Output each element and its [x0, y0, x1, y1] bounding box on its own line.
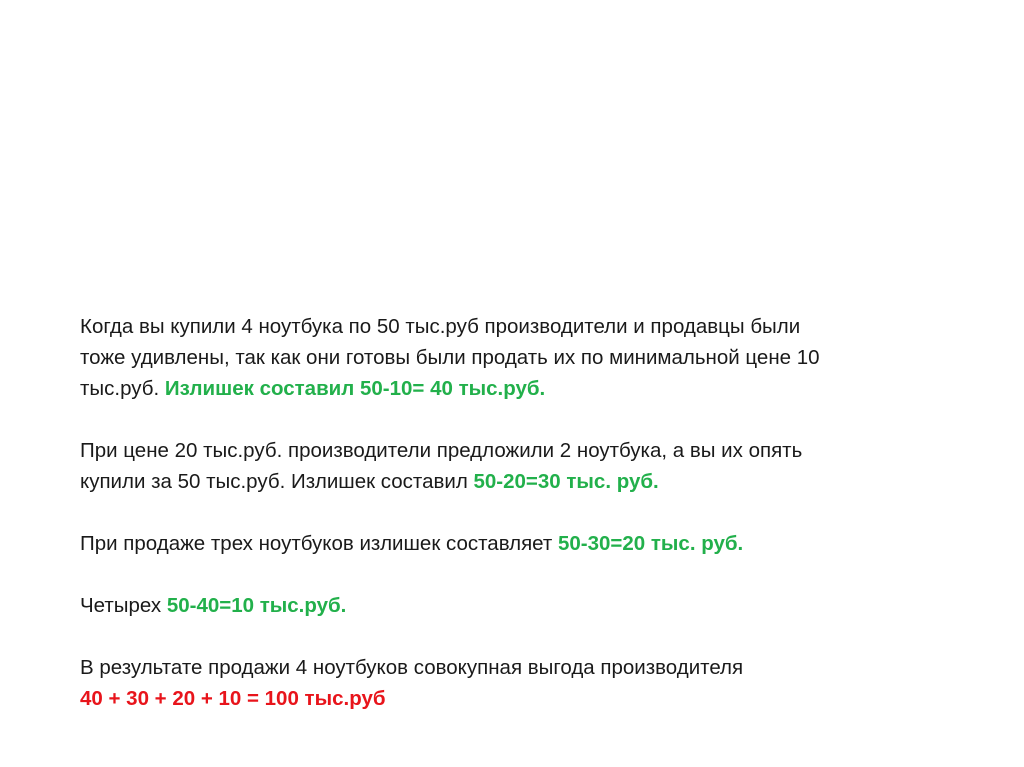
paragraph-total-benefit	[80, 652, 960, 714]
p5-line1: В результате продажи 4 ноутбуков совокупная выгода производителя	[80, 656, 744, 679]
p3-text: При продаже трех ноутбуков излишек составляет	[80, 532, 558, 555]
p4-text: Четырех	[80, 594, 167, 617]
slide-text-body	[80, 311, 960, 714]
p1-line1: Когда вы купили 4 ноутбука по 50 тыс.руб производители и продавцы были	[80, 315, 801, 338]
paragraph-four-laptops	[80, 311, 960, 404]
p1-line3-text: тыс.руб.	[80, 377, 165, 400]
paragraph-three-laptops	[80, 528, 960, 559]
p4-surplus-highlight: 50-40=10 тыс.руб.	[166, 594, 347, 617]
paragraph-four	[80, 590, 960, 621]
p2-surplus-highlight: 50-20=30 тыс. руб.	[473, 470, 659, 493]
spacer	[80, 621, 960, 652]
paragraph-price-20	[80, 435, 960, 497]
p2-line2-text: купили за 50 тыс.руб. Излишек составил	[80, 470, 474, 493]
spacer	[80, 497, 960, 528]
spacer	[80, 404, 960, 435]
p1-line2: тоже удивлены, так как они готовы были продать их по минимальной цене 10	[80, 346, 820, 369]
p3-surplus-highlight: 50-30=20 тыс. руб.	[557, 532, 744, 555]
spacer	[80, 559, 960, 590]
p5-total-highlight: 40 + 30 + 20 + 10 = 100 тыс.руб	[80, 687, 386, 710]
p1-surplus-highlight: Излишек составил 50-10= 40 тыс.руб.	[164, 377, 546, 400]
p2-line1: При цене 20 тыс.руб. производители предложили 2 ноутбука, а вы их опять	[80, 439, 803, 462]
